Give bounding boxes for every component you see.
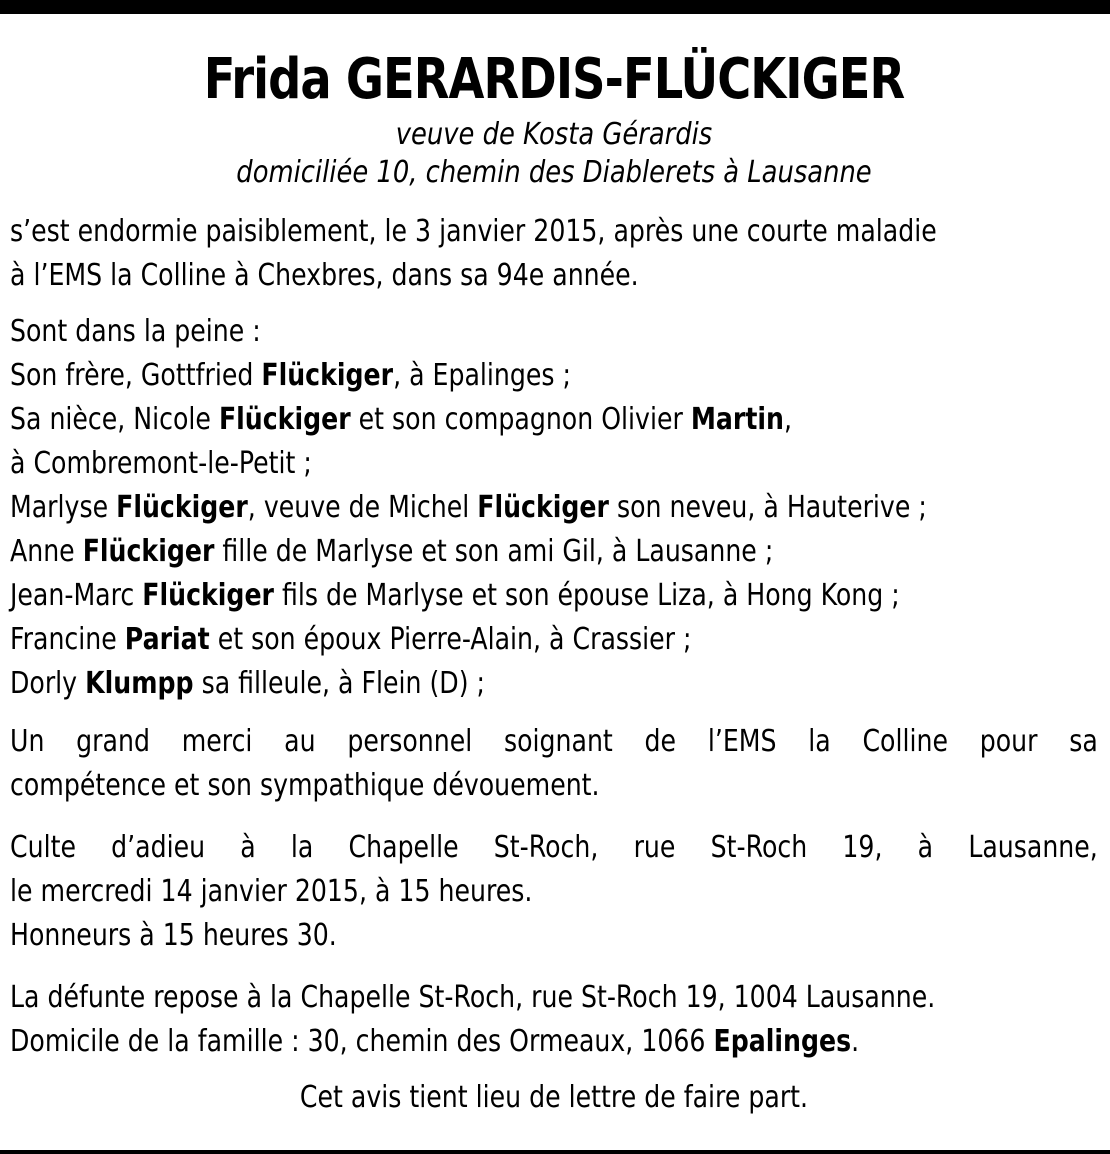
thanks-line: Un grand merci au personnel soignant de l’EMS la Colline pour sa [10,724,1098,759]
surname: Pariat [124,622,210,657]
mourner-line: Francine Pariat et son époux Pierre-Alain, à Crassier ; [10,622,692,657]
surname: Flückiger [218,402,351,437]
service-line: Culte d’adieu à la Chapelle St-Roch, rue St-Roch 19, à Lausanne, [10,830,1098,865]
bottom-border-rule [0,1150,1110,1154]
surname: Flückiger [116,490,248,525]
mourner-line: Anne Flückiger fille de Marlyse et son ami Gil, à Lausanne ; [10,534,774,569]
surname: Klumpp [85,666,194,701]
mourner-line: Dorly Klumpp sa filleule, à Flein (D) ; [10,666,486,701]
top-border-rule [0,0,1110,14]
rest-paragraph [10,976,1098,1064]
mourner-line: Son frère, Gottfried Flückiger, à Epalinges ; [10,358,572,393]
town-name: Epalinges [713,1024,852,1059]
surname: Flückiger [477,490,609,525]
service-paragraph [10,826,1098,958]
rest-line: La défunte repose à la Chapelle St-Roch, rue St-Roch 19, 1004 Lausanne. [10,980,936,1015]
thanks-paragraph [10,720,1098,808]
surname: Martin [690,402,784,437]
mourners-heading: Sont dans la peine : [10,314,261,349]
mourner-line: à Combremont-le-Petit ; [10,446,312,481]
intro-line: s’est endormie paisiblement, le 3 janvier 2015, après une courte maladie [10,214,937,249]
mourners-list [10,310,1098,706]
thanks-line: compétence et son sympathique dévouement. [10,768,600,803]
service-line: le mercredi 14 janvier 2015, à 15 heures. [10,874,533,909]
intro-line: à l’EMS la Colline à Chexbres, dans sa 94e année. [10,258,639,293]
surname: Flückiger [261,358,394,393]
mourner-line: Marlyse Flückiger, veuve de Michel Flückiger son neveu, à Hauterive ; [10,490,927,525]
family-address-line: Domicile de la famille : 30, chemin des Ormeaux, 1066 Epalinges. [10,1024,860,1059]
widow-of-line: veuve de Kosta Gérardis [395,117,713,152]
deceased-name: Frida GERARDIS-FLÜCKIGER [203,47,905,112]
address-line: domiciliée 10, chemin des Diablerets à Lausanne [236,155,872,190]
intro-paragraph [10,210,1098,298]
surname: Flückiger [82,534,215,569]
surname: Flückiger [142,578,274,613]
death-notice [10,44,1098,1120]
footer-note: Cet avis tient lieu de lettre de faire part. [299,1080,809,1115]
service-line: Honneurs à 15 heures 30. [10,918,337,953]
mourner-line: Jean-Marc Flückiger fils de Marlyse et son épouse Liza, à Hong Kong ; [10,578,900,613]
mourner-line: Sa nièce, Nicole Flückiger et son compagnon Olivier Martin, [10,402,793,437]
